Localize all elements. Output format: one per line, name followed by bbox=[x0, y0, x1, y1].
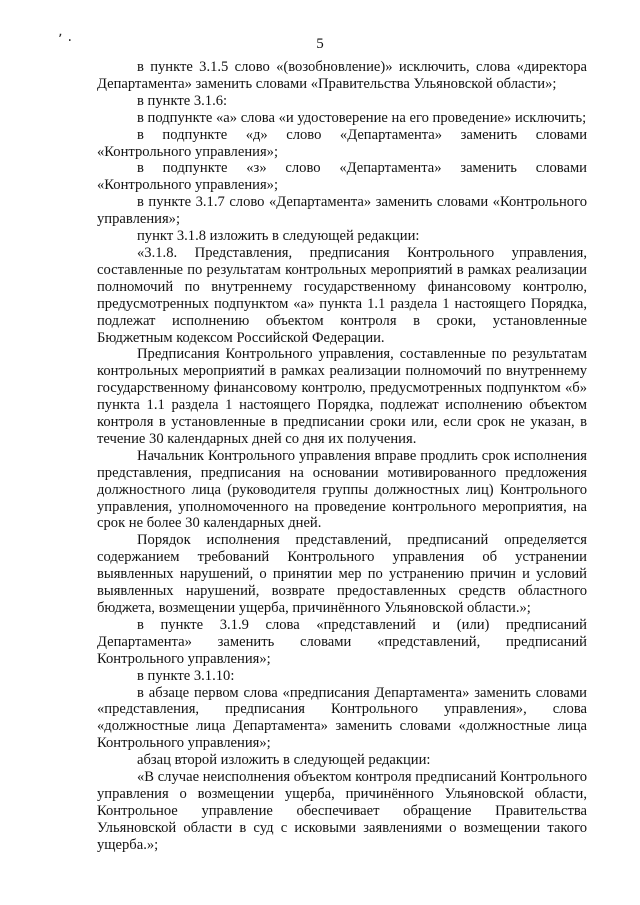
paragraph: «В случае неисполнения объектом контроля предписаний Контрольного управления о возмещении ущерба, причинённого Ульяновской области, Контрольное управление обеспечивает обращение Правительства Ульяновской области в суд с исковыми заявлениями о возмещении такого ущерба.»; bbox=[97, 769, 587, 853]
paragraph: в пункте 3.1.10: bbox=[137, 667, 235, 684]
paragraph: пункт 3.1.8 изложить в следующей редакции: bbox=[137, 228, 420, 245]
paragraph: в абзаце первом слова «предписания Департамента» заменить словами «представления, предписания Контрольного управления», слова «должностные лица Департамента» заменить словами «должностные лица Контрольного управления»; bbox=[97, 684, 587, 752]
paragraph: Порядок исполнения представлений, предписаний определяется содержанием требований Контрольного управления об устранении выявленных нарушений, о принятии мер по устранению причин и условий выявленных нарушений, возврате предоставленных средств областного бюджета, возмещении ущерба, причинённого Ульяновской области.»; bbox=[97, 532, 587, 616]
document-body bbox=[97, 59, 587, 854]
paragraph: в пункте 3.1.6: bbox=[137, 92, 228, 109]
scan-marks: ٠ ٬ bbox=[58, 33, 74, 48]
paragraph: в пункте 3.1.9 слова «представлений и (или) предписаний Департамента» заменить словами «представлений, предписаний Контрольного управления»; bbox=[97, 616, 587, 667]
paragraph: Предписания Контрольного управления, составленные по результатам контрольных мероприятий в рамках реализации полномочий по внутреннему государственному финансовому контролю, предусмотренных подпунктом «б» пункта 1.1 раздела 1 настоящего Порядка, подлежат исполнению объектом контроля в установленные в предписании сроки или, если срок не указан, в течение 30 календарных дней со дня их получения. bbox=[97, 346, 587, 447]
paragraph: Начальник Контрольного управления вправе продлить срок исполнения представления, предписания на основании мотивированного предложения должностного лица (руководителя группы должностных лиц) Контрольного управления, уполномоченного на проведение контрольного мероприятия, на срок не более 30 календарных дней. bbox=[97, 447, 587, 532]
paragraph: абзац второй изложить в следующей редакции: bbox=[137, 752, 431, 769]
paragraph: в подпункте «з» слово «Департамента» заменить словами «Контрольного управления»; bbox=[97, 160, 587, 194]
paragraph: «3.1.8. Представления, предписания Контрольного управления, составленные по результатам контрольных мероприятий в рамках реализации полномочий по внутреннему государственному финансовому контролю, предусмотренных подпунктом «а» пункта 1.1 раздела 1 настоящего Порядка, подлежат исполнению объектом контроля в сроки, установленные Бюджетным кодексом Российской Федерации. bbox=[97, 244, 587, 346]
paragraph: в пункте 3.1.5 слово «(возобновление)» исключить, слова «директора Департамента» заменить словами «Правительства Ульяновской области»; bbox=[97, 59, 587, 92]
paragraph: в подпункте «д» слово «Департамента» заменить словами «Контрольного управления»; bbox=[97, 126, 587, 160]
paragraph: в подпункте «а» слова «и удостоверение на его проведение» исключить; bbox=[137, 109, 587, 126]
paragraph: в пункте 3.1.7 слово «Департамента» заменить словами «Контрольного управления»; bbox=[97, 194, 587, 228]
page-number: 5 bbox=[316, 36, 324, 52]
